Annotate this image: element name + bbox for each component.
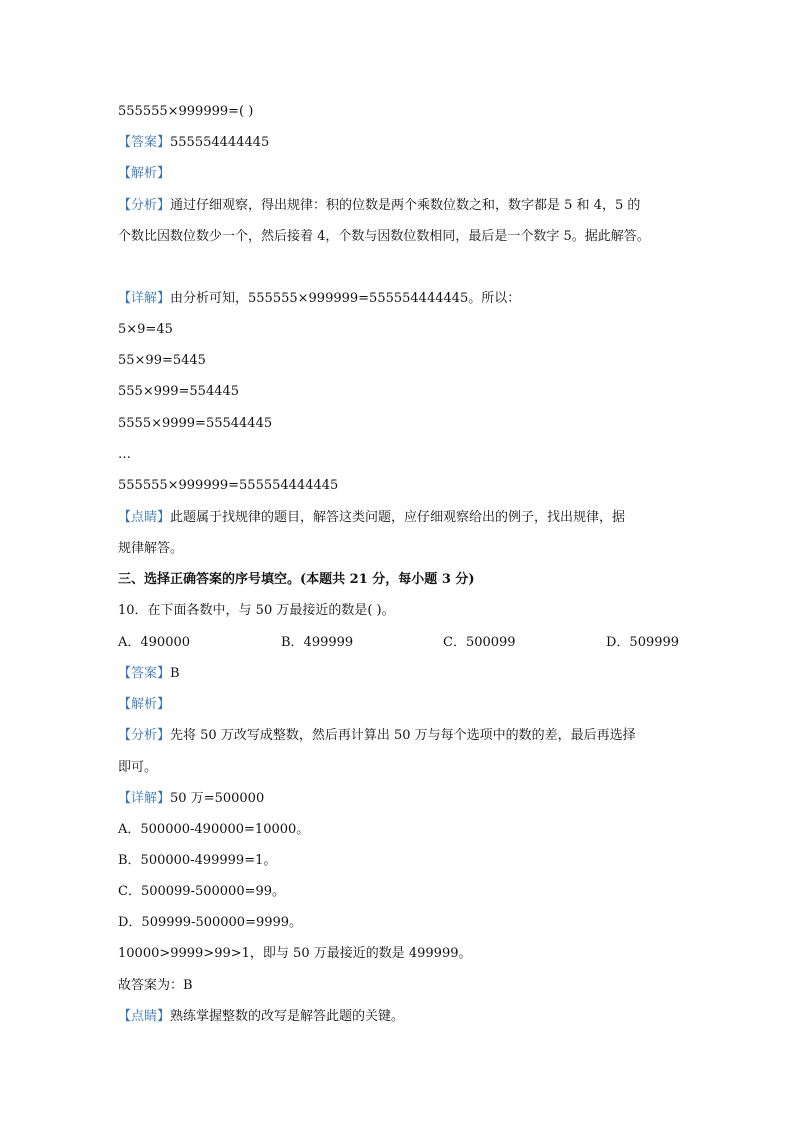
problem9-step: 5×9=45 (118, 322, 173, 337)
problem10-conclusion: 10000>9999>99>1，即与 50 万最接近的数是 499999。 (118, 946, 472, 961)
comment-tag: 【点睛】 (118, 1009, 171, 1024)
detail-tag: 【详解】 (118, 291, 171, 306)
problem10-analysis-line1 (118, 728, 636, 744)
problem9-jiexi-tag: 【解析】 (118, 166, 171, 181)
problem10-comment-line (118, 1009, 404, 1025)
problem9-analysis-line2: 个数比因数位数少一个，然后接着 4，个数与因数位数相同，最后是一个数字 5。据此解答。 (118, 229, 650, 244)
problem9-comment-line2: 规律解答。 (118, 541, 184, 556)
problem9-detail-text: 由分析可知，555555×999999=555554444445。所以： (170, 291, 521, 306)
analysis-tag: 【分析】 (118, 728, 171, 743)
problem10-jiexi-tag: 【解析】 (118, 697, 171, 712)
problem10-final-answer: 故答案为：B (118, 978, 193, 993)
problem9-step: 55×99=5445 (118, 353, 206, 368)
answer-tag: 【答案】 (118, 666, 171, 681)
problem10-detail-line (118, 791, 264, 807)
problem10-analysis-text1: 先将 50 万改写成整数，然后再计算出 50 万与每个选项中的数的差，最后再选择 (170, 728, 636, 743)
comment-tag: 【点睛】 (118, 510, 171, 525)
analysis-tag: 【分析】 (118, 198, 171, 213)
option-a: A．490000 (118, 635, 191, 650)
problem9-step: 555×999=554445 (118, 384, 240, 399)
problem10-step: C．500099-500000=99。 (118, 884, 286, 899)
problem9-analysis-line1 (118, 198, 640, 214)
problem10-answer-line (118, 666, 180, 682)
problem9-analysis-text1: 通过仔细观察，得出规律：积的位数是两个乘数位数之和，数字都是 5 和 4，5 的 (170, 198, 641, 213)
problem10-step: A．500000-490000=10000。 (118, 822, 310, 837)
problem10-analysis-line2: 即可。 (118, 760, 158, 775)
problem9-answer: 555554444445 (170, 135, 270, 150)
problem9-step: 5555×9999=55544445 (118, 416, 273, 431)
problem10-question: 10．在下面各数中，与 50 万最接近的数是( )。 (118, 603, 395, 618)
problem10-answer: B (170, 666, 180, 681)
option-b: B．499999 (281, 635, 354, 650)
problem10-step: B．500000-499999=1。 (118, 853, 277, 868)
problem9-answer-line (118, 135, 269, 151)
answer-tag: 【答案】 (118, 135, 171, 150)
problem9-step-ellipsis: … (118, 447, 131, 462)
problem10-detail-text: 50 万=500000 (170, 791, 265, 806)
problem9-detail-line (118, 291, 520, 307)
problem9-step: 555555×999999=555554444445 (118, 478, 339, 493)
option-c: C．500099 (443, 635, 516, 650)
problem10-step: D．509999-500000=9999。 (118, 915, 303, 930)
problem9-question: 555555×999999=( ) (118, 104, 254, 119)
problem9-comment-text1: 此题属于找规律的题目，解答这类问题，应仔细观察给出的例子，找出规律，据 (170, 510, 626, 525)
option-d: D．509999 (606, 635, 680, 650)
section3-heading: 三、选择正确答案的序号填空。(本题共 21 分，每小题 3 分) (118, 572, 475, 587)
detail-tag: 【详解】 (118, 791, 171, 806)
problem9-comment-line1 (118, 510, 625, 526)
problem10-comment-text: 熟练掌握整数的改写是解答此题的关键。 (170, 1009, 405, 1024)
